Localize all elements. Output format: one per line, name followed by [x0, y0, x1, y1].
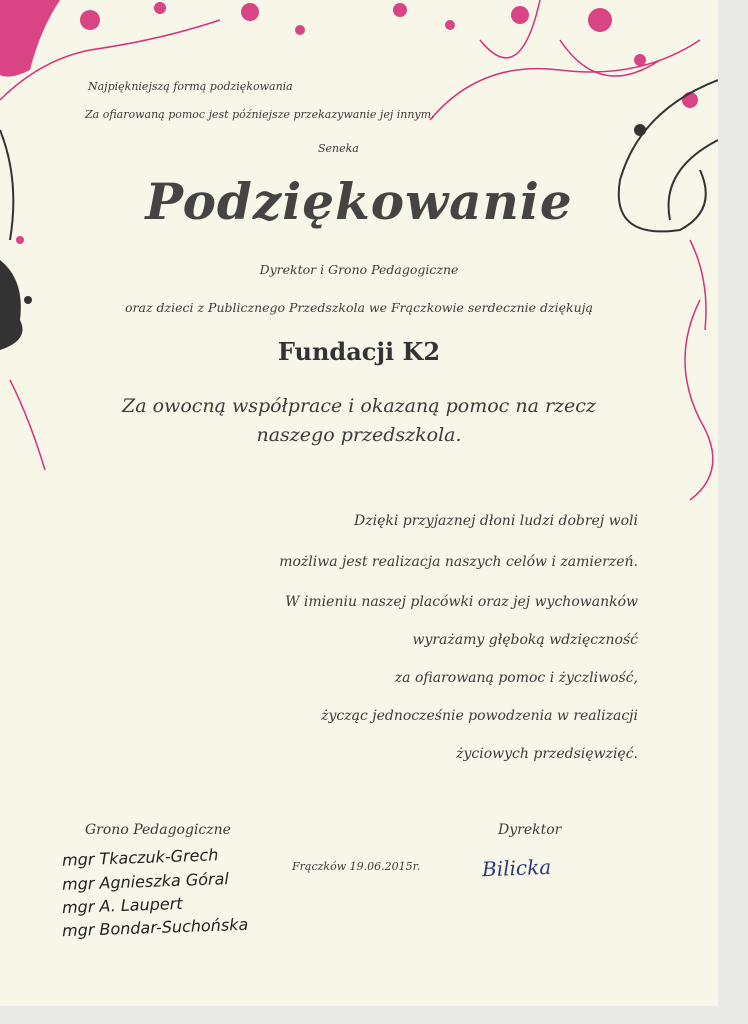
body-line: życząc jednocześnie powodzenia w realizacji: [321, 708, 638, 724]
body-line: W imieniu naszej placówki oraz jej wychowanków: [285, 594, 638, 610]
quote-line-2: Za ofiarowaną pomoc jest późniejsze przekazywanie jej innym.: [85, 108, 435, 121]
staff-signature: mgr Tkaczuk-Grech: [61, 845, 219, 870]
staff-signature: mgr Bondar-Suchońska: [61, 914, 249, 941]
director-signature: Bilicka: [481, 854, 552, 882]
quote-author: Seneka: [318, 142, 359, 155]
senders-line-2: oraz dzieci z Publicznego Przedszkola we Frączkowie serdecznie dziękują: [125, 300, 593, 315]
body-line: możliwa jest realizacja naszych celów i zamierzeń.: [279, 554, 638, 570]
place-date: Frączków 19.06.2015r.: [292, 860, 421, 873]
staff-signature: mgr Agnieszka Góral: [61, 869, 230, 894]
reason-line-2: naszego przedszkola.: [256, 424, 462, 446]
recipient-name: Fundacji K2: [277, 337, 441, 366]
body-line: Dzięki przyjaznej dłoni ludzi dobrej woli: [354, 513, 638, 529]
director-label: Dyrektor: [498, 822, 562, 838]
body-line: wyrażamy głęboką wdzięczność: [412, 632, 638, 648]
quote-line-1: Najpiękniejszą formą podziękowania: [88, 80, 293, 93]
body-line: za ofiarowaną pomoc i życzliwość,: [394, 670, 638, 686]
reason-line-1: Za owocną współprace i okazaną pomoc na rzecz: [122, 395, 596, 417]
certificate-title: Podziękowanie: [145, 172, 573, 231]
staff-signature: mgr A. Laupert: [61, 893, 183, 918]
staff-label: Grono Pedagogiczne: [85, 822, 231, 838]
senders-line-1: Dyrektor i Grono Pedagogiczne: [259, 262, 459, 277]
body-line: życiowych przedsięwzięć.: [456, 746, 638, 762]
